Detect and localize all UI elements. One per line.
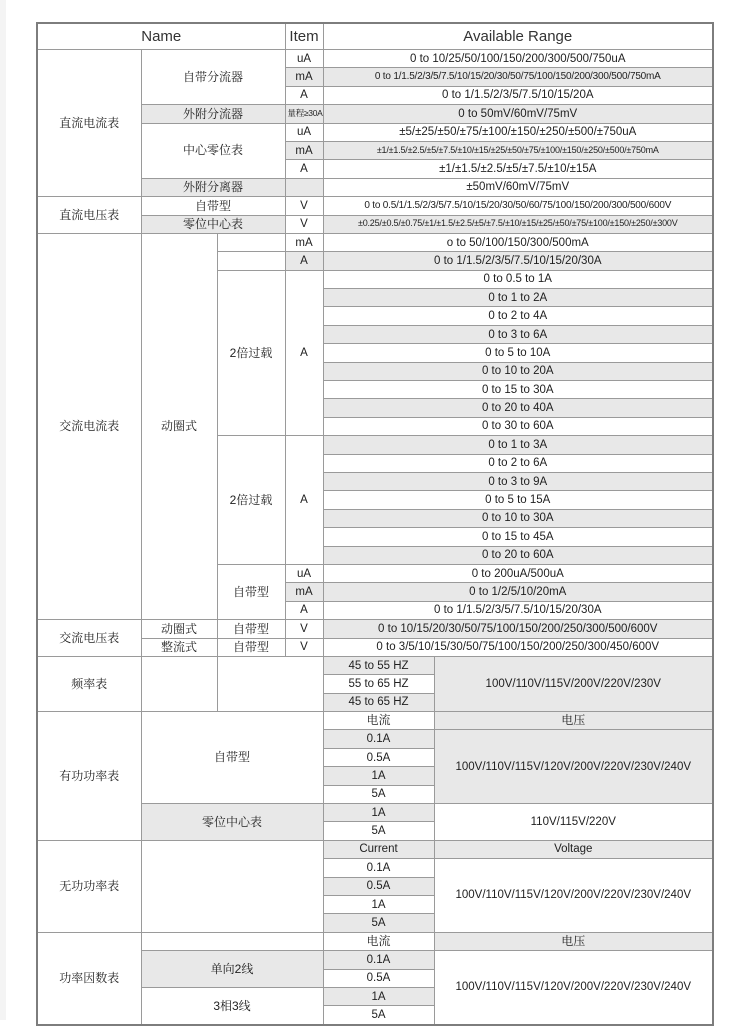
range-cell: 0 to 3 to 6A (323, 325, 713, 343)
item-cell: uA (285, 123, 323, 141)
group-external-shunt: 外附分流器 (141, 105, 285, 123)
range-cell: 0 to 3/5/10/15/30/50/75/100/150/200/250/300/450/600V (323, 638, 713, 656)
current-cell: 5A (323, 1006, 434, 1025)
item-cell: mA (285, 583, 323, 601)
current-cell: 0.5A (323, 877, 434, 895)
group-builtin-shunt: 自带分流器 (141, 50, 285, 105)
range-cell: 0 to 15 to 30A (323, 381, 713, 399)
voltage-cell: 100V/110V/115V/120V/200V/220V/230V/240V (434, 730, 713, 804)
group-moving-coil: 动圈式 (141, 620, 217, 638)
current-cell: 0.5A (323, 969, 434, 987)
group-single-phase-2-wire: 单向2线 (141, 951, 323, 988)
group-rectifier: 整流式 (141, 638, 217, 656)
range-cell: 0 to 5 to 15A (323, 491, 713, 509)
frequency-cell: 45 to 55 HZ (323, 656, 434, 674)
group-2x-overload-2: 2倍过载 (217, 436, 285, 565)
voltage-cell: 100V/110V/115V/120V/200V/220V/230V/240V (434, 951, 713, 1025)
voltage-header-cell: 电压 (434, 712, 713, 730)
range-cell: 0 to 10 to 20A (323, 362, 713, 380)
range-cell: 0 to 20 to 60A (323, 546, 713, 564)
item-cell: mA (285, 141, 323, 159)
range-cell: ±0.25/±0.5/±0.75/±1/±1.5/±2.5/±5/±7.5/±10/±15/±25/±50/±75/±100/±150/±250/±300V (323, 215, 713, 233)
range-cell: 0 to 3 to 9A (323, 472, 713, 490)
item-cell: uA (285, 564, 323, 582)
group-self-contained: 自带型 (141, 712, 323, 804)
empty-cell (141, 656, 217, 711)
range-cell: 0 to 10/25/50/100/150/200/300/500/750uA (323, 50, 713, 68)
range-cell: ±50mV/60mV/75mV (323, 178, 713, 196)
item-cell: V (285, 638, 323, 656)
section-name-frequency-meter: 频率表 (37, 656, 141, 711)
item-cell-empty (285, 178, 323, 196)
item-cell: A (285, 270, 323, 436)
section-name-active-power-meter: 有功功率表 (37, 712, 141, 841)
item-cell: V (285, 620, 323, 638)
range-cell: 0 to 1/2/5/10/20mA (323, 583, 713, 601)
range-cell: ±1/±1.5/±2.5/±5/±7.5/±10/±15/±25/±50/±75/±100/±150/±250/±500/±750mA (323, 141, 713, 159)
current-cell: 5A (323, 914, 434, 932)
current-header-cell: Current (323, 840, 434, 858)
range-cell: 0 to 1 to 2A (323, 289, 713, 307)
group-zero-center-meter: 零位中心表 (141, 215, 285, 233)
current-header-cell: 电流 (323, 712, 434, 730)
voltage-header-cell: 电压 (434, 932, 713, 950)
range-cell: 0 to 10/15/20/30/50/75/100/150/200/250/300/500/600V (323, 620, 713, 638)
range-cell: 0 to 30 to 60A (323, 417, 713, 435)
item-cell: mA (285, 68, 323, 86)
group-external-divider: 外附分离器 (141, 178, 285, 196)
current-cell: 0.1A (323, 859, 434, 877)
item-cell: uA (285, 50, 323, 68)
section-name-dc-voltmeter: 直流电压表 (37, 197, 141, 234)
group-self-contained: 自带型 (217, 638, 285, 656)
range-cell: 0 to 2 to 6A (323, 454, 713, 472)
section-name-dc-ammeter: 直流电流表 (37, 50, 141, 197)
item-cell: 量程≥30A (285, 105, 323, 123)
group-self-contained-ac: 自带型 (217, 564, 285, 619)
range-cell: 0 to 0.5/1/1.5/2/3/5/7.5/10/15/20/30/50/60/75/100/150/200/300/500/600V (323, 197, 713, 215)
item-cell: V (285, 197, 323, 215)
section-name-ac-voltmeter: 交流电压表 (37, 620, 141, 657)
range-cell: 0 to 15 to 45A (323, 528, 713, 546)
empty-cell (217, 252, 285, 270)
group-center-zero-meter: 中心零位表 (141, 123, 285, 178)
item-cell: A (285, 601, 323, 619)
current-cell: 0.1A (323, 730, 434, 748)
page-left-edge (0, 0, 6, 1020)
section-name-power-factor-meter: 功率因数表 (37, 932, 141, 1024)
item-cell: mA (285, 233, 323, 251)
range-cell: 0 to 200uA/500uA (323, 564, 713, 582)
range-cell: 0 to 10 to 30A (323, 509, 713, 527)
range-cell: ±5/±25/±50/±75/±100/±150/±250/±500/±750uA (323, 123, 713, 141)
group-moving-coil: 动圈式 (141, 233, 217, 619)
range-cell: 0 to 1/1.5/2/3/5/7.5/10/15/20/30A (323, 252, 713, 270)
voltage-cell: 100V/110V/115V/120V/200V/220V/230V/240V (434, 859, 713, 933)
group-3-phase-3-wire: 3相3线 (141, 987, 323, 1024)
frequency-cell: 45 to 65 HZ (323, 693, 434, 711)
voltage-cell: 100V/110V/115V/200V/220V/230V (434, 656, 713, 711)
current-cell: 0.1A (323, 951, 434, 969)
current-cell: 1A (323, 987, 434, 1005)
item-cell: A (285, 436, 323, 565)
range-cell: o to 50/100/150/300/500mA (323, 233, 713, 251)
voltage-cell: 110V/115V/220V (434, 804, 713, 841)
range-cell: 0 to 1/1.5/2/3/5/7.5/10/15/20/30A (323, 601, 713, 619)
header-range: Available Range (323, 23, 713, 50)
empty-cell (217, 656, 323, 711)
item-cell: V (285, 215, 323, 233)
empty-cell (141, 840, 323, 932)
range-cell: 0 to 20 to 40A (323, 399, 713, 417)
header-item: Item (285, 23, 323, 50)
item-cell: A (285, 252, 323, 270)
group-zero-center-meter: 零位中心表 (141, 804, 323, 841)
section-name-ac-ammeter: 交流电流表 (37, 233, 141, 619)
range-cell: 0 to 50mV/60mV/75mV (323, 105, 713, 123)
range-cell: 0 to 1/1.5/2/3/5/7.5/10/15/20A (323, 86, 713, 104)
group-self-contained: 自带型 (141, 197, 285, 215)
range-cell: 0 to 1/1.5/2/3/5/7.5/10/15/20/30/50/75/100/150/200/300/500/750mA (323, 68, 713, 86)
empty-cell (141, 932, 323, 950)
group-2x-overload-1: 2倍过载 (217, 270, 285, 436)
empty-cell (217, 233, 285, 251)
item-cell: A (285, 86, 323, 104)
frequency-cell: 55 to 65 HZ (323, 675, 434, 693)
range-cell: 0 to 2 to 4A (323, 307, 713, 325)
range-cell: 0 to 0.5 to 1A (323, 270, 713, 288)
range-cell: ±1/±1.5/±2.5/±5/±7.5/±10/±15A (323, 160, 713, 178)
current-cell: 5A (323, 822, 434, 840)
range-cell: 0 to 5 to 10A (323, 344, 713, 362)
current-cell: 1A (323, 767, 434, 785)
meter-spec-table (36, 22, 714, 1026)
current-header-cell: 电流 (323, 932, 434, 950)
voltage-header-cell: Voltage (434, 840, 713, 858)
header-name: Name (37, 23, 285, 50)
section-name-reactive-power-meter: 无功功率表 (37, 840, 141, 932)
group-self-contained: 自带型 (217, 620, 285, 638)
current-cell: 5A (323, 785, 434, 803)
current-cell: 1A (323, 895, 434, 913)
current-cell: 0.5A (323, 748, 434, 766)
range-cell: 0 to 1 to 3A (323, 436, 713, 454)
item-cell: A (285, 160, 323, 178)
current-cell: 1A (323, 804, 434, 822)
